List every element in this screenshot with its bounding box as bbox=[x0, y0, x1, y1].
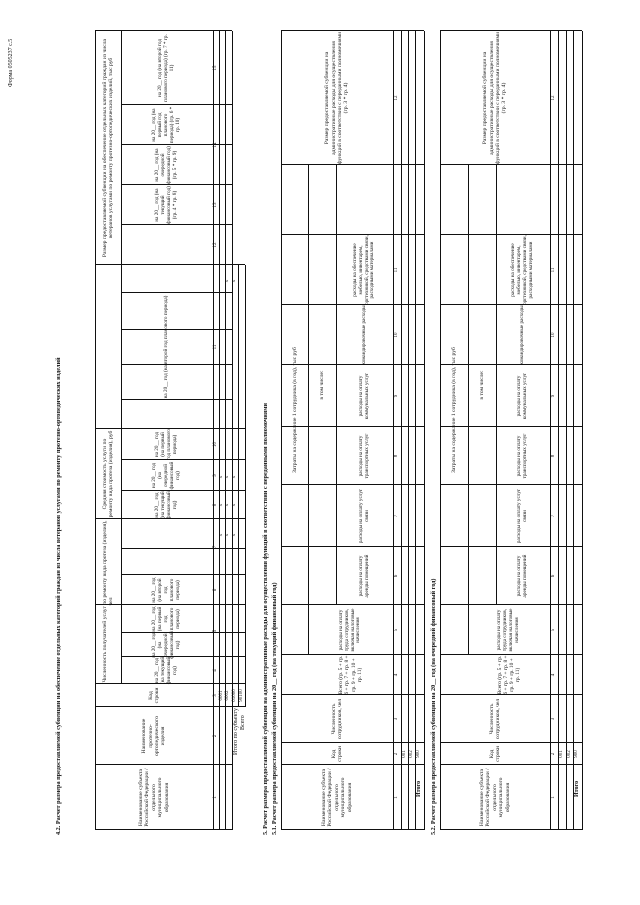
s51-col-num-7-text: 7 bbox=[394, 514, 400, 518]
s52-hdr-total bbox=[471, 655, 547, 695]
s52-col-num-10 bbox=[551, 305, 557, 365]
hdr-42-code-text: Код строки bbox=[147, 687, 160, 704]
s52-col-num-4-text: 4 bbox=[551, 673, 557, 677]
s52-row-code-002 bbox=[567, 743, 573, 765]
col-num-42-2 bbox=[213, 707, 219, 765]
s51-hdr-item-2-text: расходы на оплату аренды помещений bbox=[357, 554, 370, 598]
table-rule-h bbox=[336, 165, 337, 605]
hdr-42-year-4-text: на 20__ год (на второй год планового периода) bbox=[151, 577, 181, 603]
col-num-42-7-text: 7 bbox=[213, 545, 219, 549]
s52-hdr-size-text: Размер предоставляемой субвенции на административные расходы для осуществления функций в соответствии с переданными полномочиями (гр. 3 * гр. 4) bbox=[482, 31, 508, 165]
table-rule-h bbox=[401, 31, 402, 830]
s51-hdr-including bbox=[309, 165, 335, 605]
x-mark-7 bbox=[225, 463, 231, 491]
s52-col-num-8-text: 8 bbox=[551, 454, 557, 458]
s52-col-num-3-text: 3 bbox=[551, 717, 557, 721]
x-mark-0-text: x bbox=[219, 533, 225, 537]
s51-col-num-6-text: 6 bbox=[394, 574, 400, 578]
s51-col-num-8-text: 8 bbox=[394, 454, 400, 458]
table-rule-h bbox=[121, 31, 122, 684]
table-rule-h bbox=[566, 31, 567, 830]
s51-hdr-subject-text: Наименование субъекта Российской Федерации / отдельного муниципального образования bbox=[320, 768, 353, 827]
s51-col-num-1 bbox=[394, 765, 400, 830]
s51-col-num-7 bbox=[394, 485, 400, 547]
s51-row-code-002 bbox=[409, 743, 415, 765]
s51-col-num-11 bbox=[394, 235, 400, 305]
s52-col-num-11 bbox=[551, 235, 557, 305]
s52-col-num-12 bbox=[551, 31, 557, 165]
s52-col-num-8 bbox=[551, 427, 557, 485]
s51-col-num-5 bbox=[394, 605, 400, 655]
s52-row-code-001-text: 001 bbox=[559, 750, 565, 758]
hdr-42-year-5 bbox=[124, 491, 210, 519]
s51-col-num-10 bbox=[394, 305, 400, 365]
col-num-42-15-text: 15 bbox=[213, 65, 219, 71]
table-rule-h bbox=[573, 31, 574, 830]
s51-hdr-item-5-text: расходы на оплату коммунальных услуг bbox=[357, 372, 370, 420]
hdr-42-year-2-text: на 20__ год (на очередной финансовый год) bbox=[151, 631, 181, 659]
hdr-42-code bbox=[98, 684, 210, 707]
s52-col-num-1 bbox=[551, 765, 557, 830]
table-rule-h bbox=[238, 265, 239, 707]
s52-col-num-6-text: 6 bbox=[551, 574, 557, 578]
s52-col-num-2 bbox=[551, 743, 557, 765]
x-mark-7-text: x bbox=[225, 475, 231, 479]
s51-col-num-10-text: 10 bbox=[394, 332, 400, 338]
s52-hdr-item-5 bbox=[499, 365, 547, 427]
table-rule-v bbox=[232, 574, 245, 575]
s51-row-code-900-text: 900 bbox=[416, 750, 422, 758]
s51-hdr-total bbox=[311, 655, 390, 695]
s51-col-num-2-text: 2 bbox=[394, 752, 400, 756]
table-rule-h bbox=[582, 31, 583, 830]
s52-hdr-item-1 bbox=[471, 605, 547, 655]
hdr-42-year-8 bbox=[124, 265, 210, 429]
s52-hdr-item-2-text: расходы на оплату аренды помещений bbox=[516, 554, 528, 598]
row-code-90100-text: 90100 bbox=[239, 689, 245, 702]
table-rule-h bbox=[281, 31, 282, 830]
s51-col-num-3-text: 3 bbox=[394, 717, 400, 721]
s51-row-code-002-text: 002 bbox=[409, 750, 415, 758]
x-mark-10 bbox=[232, 267, 238, 295]
s51-row-code-900 bbox=[416, 743, 422, 765]
s51-hdr-size-text: Размер предоставляемой субвенции на административные расходы для осуществления функций в соответствии с переданными полномочиями (гр. 3 * гр. 4) bbox=[324, 31, 350, 165]
table-rule-v bbox=[232, 459, 245, 460]
s51-col-num-11-text: 11 bbox=[394, 267, 400, 273]
s52-hdr-including bbox=[469, 165, 495, 605]
s51-col-num-2 bbox=[394, 743, 400, 765]
table-rule-v bbox=[232, 656, 245, 657]
s52-hdr-code-text: Код строки bbox=[488, 746, 501, 762]
col-num-42-11-text: 11 bbox=[213, 344, 219, 350]
s51-col-num-1-text: 1 bbox=[394, 796, 400, 799]
table-rule-v bbox=[232, 632, 245, 633]
s51-col-num-4-text: 4 bbox=[394, 673, 400, 677]
s51-hdr-item-6 bbox=[339, 305, 390, 365]
vsego-label: Всего bbox=[240, 715, 246, 730]
hdr-42-year-7-text: на 20__ год (на первый год планового периода) bbox=[154, 428, 178, 460]
table-rule-h bbox=[225, 31, 226, 830]
hdr-42-product-text: Наименование протезно-ортопедического изделия bbox=[141, 715, 167, 757]
col-num-42-14 bbox=[213, 105, 219, 185]
s52-col-num-9-text: 9 bbox=[551, 394, 557, 398]
hdr-42-year-2 bbox=[124, 633, 210, 657]
hdr-42-subject-text: Наименование субъекта Российской Федерации / отдельного муниципального образования bbox=[137, 768, 170, 827]
s51-col-num-12 bbox=[394, 31, 400, 165]
table-rule-h bbox=[408, 31, 409, 830]
s52-hdr-item-7-text: расходы на обеспечение мебелью, инвентарем, оргтехникой, средствами связи, расходными материалами bbox=[510, 235, 534, 305]
table-rule-h bbox=[440, 31, 441, 830]
s52-hdr-size bbox=[443, 31, 547, 165]
table-rule-h bbox=[245, 265, 246, 707]
col-num-42-9-text: 9 bbox=[213, 474, 219, 477]
x-mark-1 bbox=[225, 521, 231, 549]
table-rule-h bbox=[424, 31, 425, 830]
col-num-42-6 bbox=[213, 575, 219, 605]
s51-hdr-code bbox=[284, 743, 390, 765]
hdr-42-year-6-text: на 20__ год (на очередной финансовый год) bbox=[151, 461, 181, 490]
s51-hdr-code-text: Код строки bbox=[330, 746, 343, 762]
hdr-42-year-4 bbox=[124, 575, 210, 605]
section-51-title: 5.1. Расчет размера предоставляемой субвенции на 20__ год (на текущий финансовый год) bbox=[271, 582, 278, 835]
table-rule-h bbox=[415, 31, 416, 830]
s52-hdr-total-text: Всего (гр. 5 + гр. 6 + гр. 7 + гр. 8 + гр. 9 + гр. 10 + гр. 11) bbox=[496, 655, 522, 695]
hdr-42-subject bbox=[98, 765, 210, 830]
hdr-42-year-9 bbox=[124, 185, 210, 225]
s51-hdr-item-5 bbox=[339, 365, 390, 427]
s52-row-code-001 bbox=[559, 743, 565, 765]
s52-hdr-item-5-text: расходы на оплату коммунальных услуг bbox=[516, 372, 528, 420]
s52-col-num-6 bbox=[551, 547, 557, 605]
s52-hdr-item-4-text: расходы на оплату транспортных услуг bbox=[516, 433, 528, 479]
table-rule-v bbox=[232, 264, 245, 265]
s52-hdr-subject bbox=[443, 765, 547, 830]
s52-row-code-002-text: 002 bbox=[567, 750, 573, 758]
section-42-title: 4.2. Расчет размера предоставляемой субвенции на обеспечение отдельных категорий граждан из числа ветеранов услугами по ремонту протезно-ортопедических изделий bbox=[55, 357, 62, 835]
hdr-42-size-group bbox=[97, 31, 119, 265]
s52-col-num-9 bbox=[551, 365, 557, 427]
hdr-42-year-7 bbox=[124, 429, 210, 460]
hdr-42-year-10 bbox=[124, 145, 210, 185]
s51-col-num-9-text: 9 bbox=[394, 394, 400, 398]
col-num-42-4-text: 4 bbox=[213, 669, 219, 672]
hdr-42-year-1-text: на 20__ год (на текущий финансовый год) bbox=[154, 656, 178, 685]
row-code-0002 bbox=[225, 684, 231, 707]
s51-hdr-subject bbox=[284, 765, 390, 830]
table-rule-v bbox=[232, 428, 245, 429]
x-mark-10-text: x bbox=[232, 279, 238, 283]
hdr-42-year-3 bbox=[124, 605, 210, 633]
s51-hdr-employees-text: Численность сотрудников, чел bbox=[330, 698, 343, 740]
s52-col-num-4 bbox=[551, 655, 557, 695]
hdr-42-year-11 bbox=[124, 105, 210, 145]
table-rule-v bbox=[232, 706, 245, 707]
s52-hdr-employees bbox=[443, 695, 547, 743]
s52-hdr-employees-text: Численность сотрудников, чел bbox=[488, 698, 501, 740]
s51-col-num-9 bbox=[394, 365, 400, 427]
s51-col-num-12-text: 12 bbox=[394, 95, 400, 101]
s52-col-num-2-text: 2 bbox=[551, 752, 557, 756]
col-num-42-1 bbox=[213, 765, 219, 830]
col-num-42-14-text: 14 bbox=[213, 142, 219, 148]
section-52-title: 5.2. Расчет размера предоставляемой субвенции на 20__ год (на очередной финансовый год) bbox=[430, 578, 437, 835]
s52-hdr-item-3 bbox=[499, 485, 547, 547]
hdr-42-year-8-text: на 20__ год (на второй год планового периода) bbox=[163, 295, 170, 399]
col-num-42-4 bbox=[213, 657, 219, 684]
table-rule-h bbox=[558, 31, 559, 830]
s52-hdr-item-6-text: командировочные расходы bbox=[519, 305, 526, 365]
s52-col-num-7 bbox=[551, 485, 557, 547]
s52-hdr-item-3-text: расходы на оплату услуг связи bbox=[516, 488, 528, 544]
s52-col-num-12-text: 12 bbox=[551, 95, 557, 101]
s51-col-num-5-text: 5 bbox=[394, 628, 400, 632]
hdr-42-year-3-text: на 20__ год (на первый год планового периода) bbox=[151, 606, 181, 632]
hdr-42-year-12 bbox=[124, 31, 210, 105]
s52-hdr-item-6 bbox=[499, 305, 547, 365]
row-code-01000-text: 01000 bbox=[232, 689, 238, 702]
col-num-42-2-text: 2 bbox=[213, 734, 219, 738]
hdr-42-year-5-text: на 20__ год (на текущий финансовый год) bbox=[154, 491, 178, 519]
s52-hdr-item-7 bbox=[499, 235, 547, 305]
hdr-42-cost-group-text: Средняя стоимость услуги по ремонту вида протеза (изделия), руб bbox=[101, 430, 114, 518]
s51-row-code-001 bbox=[402, 743, 408, 765]
col-num-42-5 bbox=[213, 605, 219, 657]
table-rule-h bbox=[219, 31, 220, 830]
col-num-42-13-text: 13 bbox=[213, 202, 219, 208]
col-num-42-1-text: 1 bbox=[213, 796, 219, 799]
col-num-42-10 bbox=[213, 429, 219, 460]
s51-col-num-8 bbox=[394, 427, 400, 485]
x-mark-1-text: x bbox=[225, 533, 231, 537]
table-rule-v bbox=[232, 604, 245, 605]
s51-hdr-item-1 bbox=[311, 605, 390, 655]
x-mark-9 bbox=[225, 267, 231, 295]
s51-hdr-item-4 bbox=[339, 427, 390, 485]
s51-hdr-item-7 bbox=[339, 235, 390, 305]
col-num-42-5-text: 5 bbox=[213, 629, 219, 633]
x-mark-5-text: x bbox=[232, 503, 238, 507]
col-num-42-8-text: 8 bbox=[213, 503, 219, 507]
x-mark-6-text: x bbox=[219, 475, 225, 479]
table-rule-h bbox=[496, 165, 497, 605]
s51-row-code-001-text: 001 bbox=[402, 750, 408, 758]
x-mark-4 bbox=[225, 491, 231, 519]
s52-hdr-costs-group-text: Затраты на содержание 1 сотрудника (в год), тыс руб bbox=[451, 347, 458, 473]
hdr-42-year-11-text: на 20__ год (на первый год планового периода) (гр. 6 * гр. 10) bbox=[151, 106, 181, 144]
s51-col-num-6 bbox=[394, 547, 400, 605]
hdr-42-year-6 bbox=[124, 460, 210, 491]
x-mark-9-text: x bbox=[225, 279, 231, 283]
hdr-42-year-12-text: на 20__ год (на второй год планового периода) (гр. 7 * гр. 11) bbox=[157, 34, 175, 102]
x-mark-8-text: x bbox=[232, 475, 238, 479]
itogo-subject-label: Итого по субъекту bbox=[233, 708, 239, 755]
s52-col-num-7-text: 7 bbox=[551, 514, 557, 518]
s52-col-num-5-text: 5 bbox=[551, 628, 557, 632]
s51-hdr-item-4-text: расходы на оплату транспортных услуг bbox=[357, 433, 370, 479]
col-num-42-12-text: 12 bbox=[213, 242, 219, 248]
s51-hdr-item-1-text: расходы на оплату труда сотрудников, включая налоговые начисления bbox=[337, 608, 362, 652]
s51-itogo-label: Итого bbox=[416, 780, 422, 797]
s51-hdr-item-7-text: расходы на обеспечение мебелью, инвентарем, оргтехникой, средствами связи, расходными материалами bbox=[351, 235, 376, 305]
col-num-42-11 bbox=[213, 265, 219, 429]
x-mark-5 bbox=[232, 491, 238, 519]
col-num-42-12 bbox=[213, 225, 219, 265]
s51-hdr-size bbox=[284, 31, 390, 165]
s52-itogo-label: Итого bbox=[574, 780, 580, 797]
s52-hdr-costs-group bbox=[442, 165, 467, 655]
hdr-42-year-1 bbox=[124, 657, 210, 684]
s51-hdr-total-text: Всего (гр. 5 + гр. 6 + гр. 7 + гр. 8 + гр. 9 + гр. 10 + гр. 11) bbox=[338, 655, 363, 695]
s52-hdr-item-1-text: расходы на оплату труда сотрудников, включая налоговые начисления bbox=[496, 608, 520, 652]
s52-hdr-subject-text: Наименование субъекта Российской Федерации / отдельного муниципального образования bbox=[478, 768, 511, 827]
col-num-42-13 bbox=[213, 185, 219, 225]
s52-row-code-900-text: 900 bbox=[574, 750, 580, 758]
x-mark-3-text: x bbox=[219, 503, 225, 507]
col-num-42-6-text: 6 bbox=[213, 588, 219, 592]
hdr-42-count-group-text: Численность получателей услуг по ремонту вида протеза (изделия), чел bbox=[101, 520, 114, 683]
s51-hdr-including-text: в том числе: bbox=[318, 370, 325, 400]
table-rule-v bbox=[232, 683, 245, 684]
x-mark-8 bbox=[232, 463, 238, 491]
col-num-42-10-text: 10 bbox=[213, 442, 219, 447]
x-mark-4-text: x bbox=[225, 503, 231, 507]
col-num-42-3-text: 3 bbox=[213, 694, 219, 697]
row-code-0002-text: 0002 bbox=[225, 690, 231, 701]
s51-hdr-item-3-text: расходы на оплату услуг связи bbox=[357, 488, 370, 544]
col-num-42-15 bbox=[213, 31, 219, 105]
s52-row-code-900 bbox=[574, 743, 580, 765]
s51-col-num-4 bbox=[394, 655, 400, 695]
s51-hdr-item-2 bbox=[339, 547, 390, 605]
s52-hdr-including-text: в том числе: bbox=[478, 370, 485, 400]
table-rule-h bbox=[95, 31, 96, 830]
hdr-42-cost-group bbox=[97, 429, 119, 519]
s52-col-num-10-text: 10 bbox=[551, 332, 557, 338]
x-mark-2-text: x bbox=[232, 533, 238, 537]
hdr-42-year-10-text: на 20__ год (на очередной финансовый год) (гр. 5 * гр. 9) bbox=[154, 146, 178, 184]
hdr-42-year-9-text: на 20__ год (на текущий финансовый год) (гр. 4 * гр. 8) bbox=[154, 186, 178, 224]
s52-col-num-11-text: 11 bbox=[551, 267, 557, 273]
s52-hdr-item-2 bbox=[499, 547, 547, 605]
s52-hdr-item-4 bbox=[499, 427, 547, 485]
form-label: Форма 0505237 с.5 bbox=[8, 38, 14, 87]
s52-col-num-1-text: 1 bbox=[551, 796, 557, 799]
hdr-42-count-group bbox=[97, 519, 119, 684]
s51-hdr-costs-group-text: Затраты на содержание 1 сотрудника (в год), тыс руб bbox=[291, 347, 298, 473]
s51-hdr-costs-group bbox=[283, 165, 307, 655]
section-5-title: 5. Расчет размера предоставляемой субвенции на административные расходы для осуществления функций в соответствии с переданными полномочиями bbox=[262, 403, 269, 835]
s52-col-num-5 bbox=[551, 605, 557, 655]
hdr-42-size-group-text: Размер предоставляемой субвенции на обеспечение отдельных категорий граждан из числа ветеранов услугами по ремонту протезно-ортопедических изделий, тыс руб bbox=[101, 38, 114, 258]
s52-col-num-3 bbox=[551, 695, 557, 743]
s51-hdr-item-3 bbox=[339, 485, 390, 547]
s51-col-num-3 bbox=[394, 695, 400, 743]
x-mark-2 bbox=[232, 521, 238, 549]
row-code-0001-text: 0001 bbox=[219, 690, 225, 701]
s52-hdr-code bbox=[443, 743, 547, 765]
s51-hdr-employees bbox=[284, 695, 390, 743]
s51-hdr-item-6-text: командировочные расходы bbox=[360, 305, 367, 365]
hdr-42-product bbox=[98, 707, 210, 765]
